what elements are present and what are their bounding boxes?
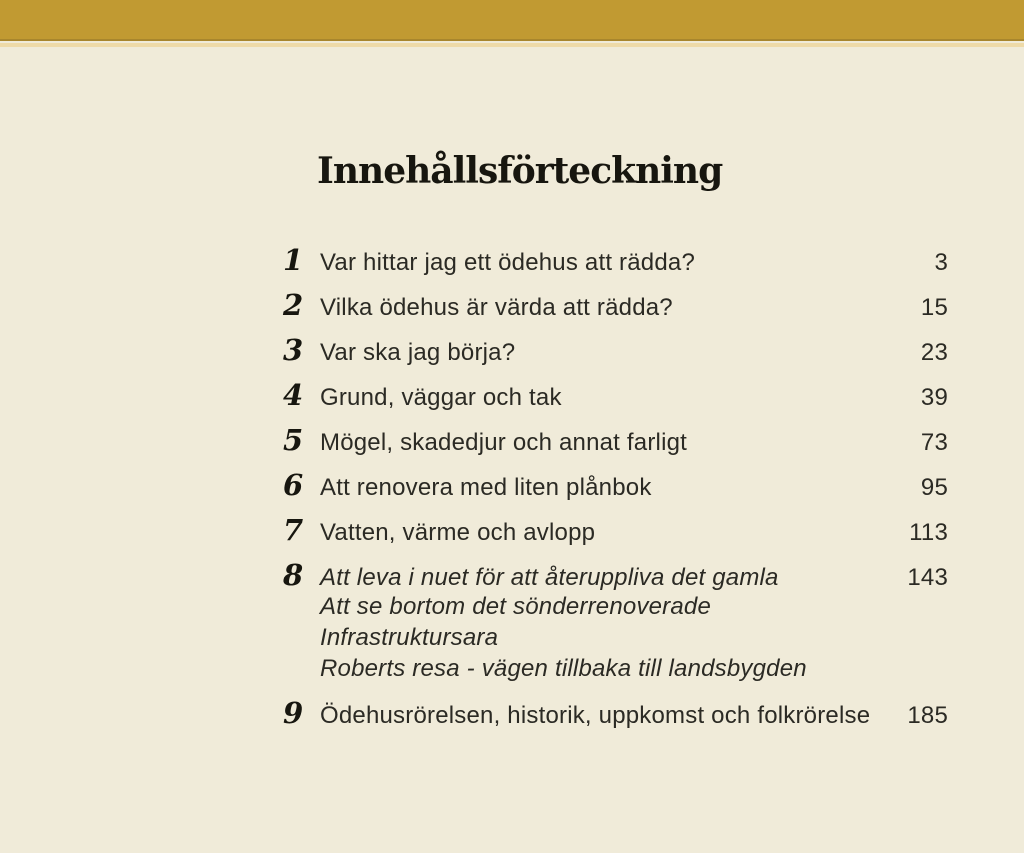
- page-number: 39: [920, 384, 948, 411]
- page-number: 185: [907, 702, 948, 729]
- chapter-title: Vatten, värme och avlopp: [320, 519, 596, 546]
- page-number: 3: [934, 249, 948, 276]
- chapter-title-block: [320, 565, 888, 684]
- page-number: 73: [920, 429, 948, 456]
- chapter-title: Grund, väggar och tak: [320, 384, 562, 411]
- chapter-number: 8: [283, 558, 304, 592]
- table-of-contents: [283, 243, 948, 745]
- toc-entry: [283, 378, 948, 412]
- top-accent-bar: [0, 0, 1024, 41]
- page-number: 15: [920, 294, 948, 321]
- chapter-number: 9: [283, 696, 304, 730]
- top-accent-strip: [0, 43, 1024, 47]
- toc-entry: [283, 513, 948, 547]
- chapter-subtitle: Att se bortom det sönderrenoverade: [320, 593, 712, 620]
- chapter-title: Var hittar jag ett ödehus att rädda?: [320, 249, 695, 276]
- chapter-title: Var ska jag börja?: [320, 339, 516, 366]
- page-number: 143: [907, 564, 948, 591]
- page-number: 113: [909, 519, 948, 546]
- page-title: Innehållsförteckning: [317, 150, 723, 192]
- toc-entry: [283, 696, 948, 730]
- chapter-number: 7: [283, 513, 304, 547]
- chapter-subtitle: Infrastruktursara: [320, 624, 499, 651]
- chapter-title: Att leva i nuet för att återuppliva det gamla: [320, 564, 779, 591]
- toc-entry: [283, 243, 948, 277]
- chapter-title: Mögel, skadedjur och annat farligt: [320, 429, 688, 456]
- chapter-number: 1: [283, 243, 304, 277]
- page-number: 95: [920, 474, 948, 501]
- chapter-number: 2: [283, 288, 304, 322]
- toc-entry: [283, 288, 948, 322]
- chapter-title: Vilka ödehus är värda att rädda?: [320, 294, 673, 321]
- chapter-number: 3: [283, 333, 304, 367]
- toc-entry: [283, 333, 948, 367]
- chapter-number: 5: [283, 423, 304, 457]
- chapter-subtitle: Roberts resa - vägen tillbaka till landsbygden: [320, 655, 807, 682]
- toc-entry: [283, 558, 948, 684]
- toc-entry: [283, 468, 948, 502]
- chapter-number: 4: [283, 378, 304, 412]
- chapter-title: Ödehusrörelsen, historik, uppkomst och folkrörelse: [320, 702, 871, 729]
- chapter-title: Att renovera med liten plånbok: [320, 474, 652, 501]
- page-number: 23: [920, 339, 948, 366]
- chapter-number: 6: [283, 468, 304, 502]
- toc-entry: [283, 423, 948, 457]
